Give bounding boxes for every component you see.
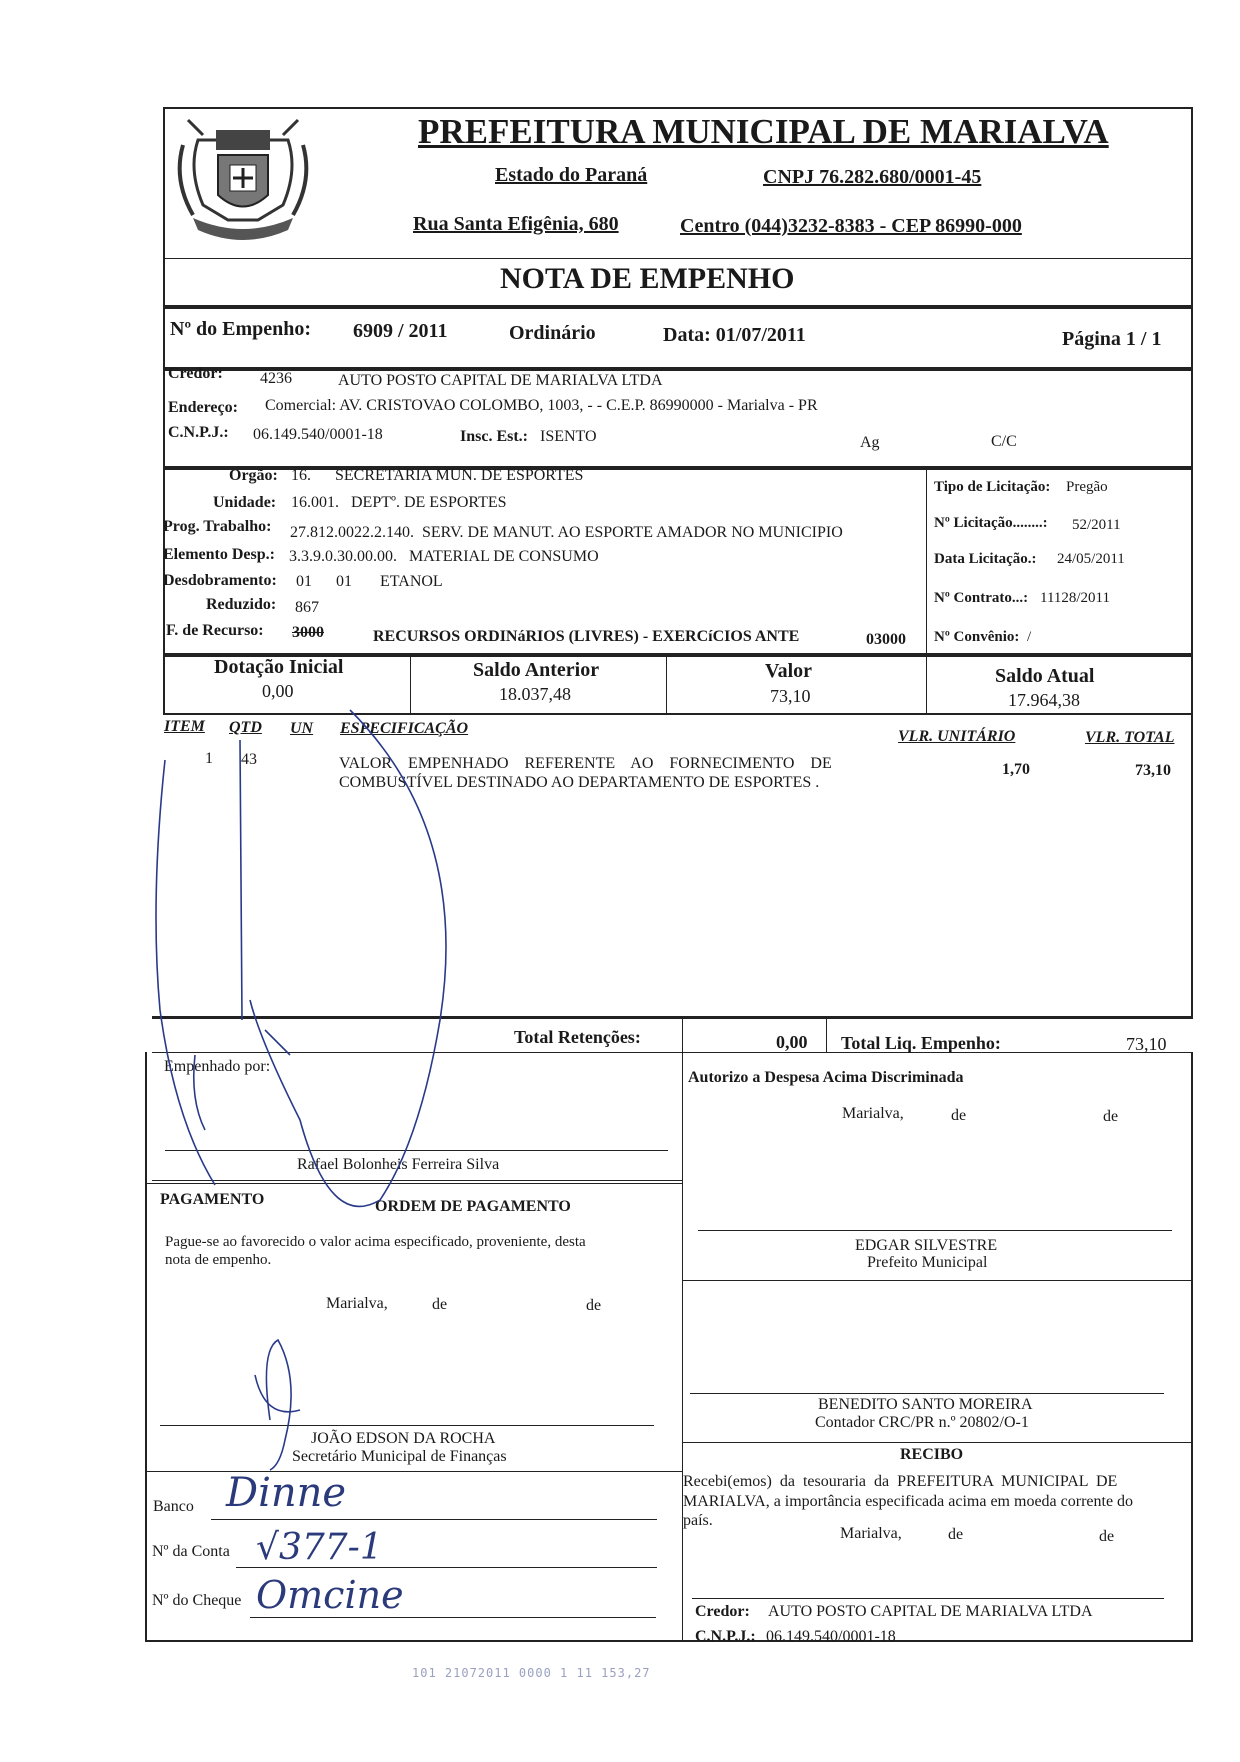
footer-stamp: 101 21072011 0000 1 11 153,27 bbox=[412, 1666, 651, 1680]
document-title: NOTA DE EMPENHO bbox=[500, 262, 795, 295]
totals-div-1 bbox=[682, 1018, 683, 1052]
agencia-label: Ag bbox=[860, 434, 880, 451]
page-number: Página 1 / 1 bbox=[1062, 328, 1162, 350]
prefeito-signature-line bbox=[698, 1230, 1172, 1231]
saldo-atual-value: 17.964,38 bbox=[1008, 690, 1080, 710]
conta-handwritten: √377-1 bbox=[256, 1527, 383, 1568]
pagamento-de-2: de bbox=[586, 1297, 602, 1314]
credor-cnpj-label: C.N.P.J.: bbox=[168, 424, 229, 441]
row-espec-line2: COMBUSTÍVEL DESTINADO AO DEPARTAMENTO DE ESPORTES . bbox=[339, 774, 820, 791]
recurso-code-2: 03000 bbox=[866, 631, 906, 648]
elemento-desp-value: 3.3.9.0.30.00.00. MATERIAL DE CONSUMO bbox=[289, 548, 599, 565]
pagamento-text-1: Pague-se ao favorecido o valor acima especificado, proveniente, desta bbox=[165, 1234, 586, 1250]
total-retencoes-value: 0,00 bbox=[776, 1032, 808, 1052]
pagamento-local: Marialva, bbox=[326, 1295, 388, 1312]
dotacao-inicial-label: Dotação Inicial bbox=[214, 656, 344, 678]
secretario-name: JOÃO EDSON DA ROCHA bbox=[311, 1430, 496, 1447]
numero-licitacao-value: 52/2011 bbox=[1072, 517, 1121, 533]
numero-licitacao-label: Nº Licitação........: bbox=[934, 515, 1048, 531]
saldo-div-1 bbox=[410, 655, 411, 715]
row-item: 1 bbox=[205, 750, 213, 767]
address-street: Rua Santa Efigênia, 680 bbox=[413, 213, 619, 235]
contador-signature-line bbox=[690, 1393, 1164, 1394]
saldo-atual-label: Saldo Atual bbox=[995, 665, 1095, 687]
recibo-cnpj-value: 06.149.540/0001-18 bbox=[766, 1628, 896, 1645]
autorizo-bottom bbox=[682, 1280, 1193, 1281]
contrato-value: 11128/2011 bbox=[1040, 590, 1110, 606]
empenhado-por-name: Rafael Bolonheis Ferreira Silva bbox=[297, 1156, 500, 1173]
insc-value: ISENTO bbox=[540, 428, 597, 445]
cheque-handwritten: Omcine bbox=[256, 1573, 404, 1617]
recurso-code: 3000 bbox=[292, 624, 324, 641]
recibo-cnpj-label: C.N.P.J.: bbox=[695, 1628, 756, 1645]
header-vlr-total: VLR. TOTAL bbox=[1085, 729, 1175, 746]
prog-trabalho-label: Prog. Trabalho: bbox=[163, 518, 272, 535]
contador-cargo: Contador CRC/PR n.º 20802/O-1 bbox=[815, 1414, 1029, 1431]
empenhado-por-label: Empenhado por: bbox=[164, 1058, 271, 1075]
contrato-label: Nº Contrato...: bbox=[934, 590, 1029, 606]
tipo-licitacao-label: Tipo de Licitação: bbox=[934, 479, 1051, 495]
unidade-label: Unidade: bbox=[213, 494, 277, 511]
recibo-text-2: MARIALVA, a importância especificada acima em moeda corrente do bbox=[683, 1493, 1134, 1510]
header-qtd: QTD bbox=[229, 719, 262, 736]
recibo-credor-label: Credor: bbox=[695, 1603, 750, 1620]
data-licitacao-value: 24/05/2011 bbox=[1057, 551, 1125, 567]
credor-cnpj: 06.149.540/0001-18 bbox=[253, 426, 383, 443]
recibo-local: Marialva, bbox=[840, 1525, 902, 1542]
total-retencoes-label: Total Retenções: bbox=[514, 1027, 641, 1047]
autorizo-label: Autorizo a Despesa Acima Discriminada bbox=[688, 1069, 964, 1086]
header-divider bbox=[163, 258, 1193, 259]
data-licitacao-label: Data Licitação.: bbox=[934, 551, 1037, 567]
prefeito-cargo: Prefeito Municipal bbox=[867, 1254, 988, 1271]
cnpj-label: CNPJ 76.282.680/0001-45 bbox=[763, 166, 982, 188]
banco-handwritten: Dinne bbox=[226, 1470, 347, 1516]
orgao-label: Orgão: bbox=[229, 467, 278, 484]
saldo-anterior-value: 18.037,48 bbox=[499, 684, 571, 704]
orgao-value: 16. SECRETARIA MUN. DE ESPORTES bbox=[291, 467, 584, 484]
saldo-div-2 bbox=[666, 655, 667, 715]
banco-line bbox=[211, 1519, 657, 1520]
pagamento-de-1: de bbox=[432, 1296, 448, 1313]
row-espec-line1: VALOR EMPENHADO REFERENTE AO FORNECIMENTO DE bbox=[339, 755, 832, 772]
unidade-value: 16.001. DEPTº. DE ESPORTES bbox=[291, 494, 507, 511]
contador-bottom bbox=[682, 1442, 1193, 1443]
totals-div-2 bbox=[826, 1018, 827, 1052]
credor-code: 4236 bbox=[260, 370, 292, 387]
licitacao-divider bbox=[926, 468, 927, 655]
empenhado-signature-line bbox=[165, 1150, 668, 1151]
banco-label: Banco bbox=[153, 1498, 194, 1515]
empenhado-bottom bbox=[152, 1180, 682, 1181]
recibo-de-2: de bbox=[1099, 1528, 1115, 1545]
valor-value: 73,10 bbox=[770, 686, 811, 706]
header-un: UN bbox=[290, 720, 314, 737]
empenho-number: 6909 / 2011 bbox=[353, 320, 448, 342]
row-qtd: 43 bbox=[241, 751, 257, 768]
conta-corrente-label: C/C bbox=[991, 433, 1017, 450]
pagamento-text-2: nota de empenho. bbox=[165, 1252, 272, 1268]
ordem-pagamento-label: ORDEM DE PAGAMENTO bbox=[375, 1198, 571, 1215]
pagamento-label: PAGAMENTO bbox=[160, 1191, 265, 1208]
reduzido-label: Reduzido: bbox=[206, 596, 277, 613]
autorizo-local: Marialva, bbox=[842, 1105, 904, 1122]
totals-top-line bbox=[152, 1018, 1193, 1019]
header-item: ITEM bbox=[164, 718, 205, 735]
recurso-description: RECURSOS ORDINáRIOS (LIVRES) - EXERCíCIOS ANTE bbox=[373, 628, 800, 645]
autorizo-de-2: de bbox=[1103, 1108, 1119, 1125]
contador-name: BENEDITO SANTO MOREIRA bbox=[818, 1396, 1033, 1413]
desdobramento-value: 01 01 ETANOL bbox=[296, 573, 443, 590]
cheque-label: Nº do Cheque bbox=[152, 1592, 242, 1609]
row-vlr-unitario: 1,70 bbox=[1002, 761, 1030, 778]
estado-label: Estado do Paraná bbox=[495, 164, 648, 186]
recibo-de-1: de bbox=[948, 1526, 964, 1543]
recibo-signature-line bbox=[692, 1598, 1164, 1599]
address-centro: Centro (044)3232-8383 - CEP 86990-000 bbox=[680, 215, 1022, 237]
credor-label: Credor: bbox=[168, 365, 223, 382]
total-liquido-value: 73,10 bbox=[1126, 1034, 1167, 1054]
recibo-credor-value: AUTO POSTO CAPITAL DE MARIALVA LTDA bbox=[768, 1603, 1093, 1620]
desdobramento-label: Desdobramento: bbox=[163, 572, 277, 589]
recurso-label: F. de Recurso: bbox=[166, 622, 264, 639]
reduzido-value: 867 bbox=[295, 599, 319, 616]
empenho-type: Ordinário bbox=[509, 322, 596, 344]
tipo-licitacao-value: Pregão bbox=[1066, 479, 1108, 495]
endereco-label: Endereço: bbox=[168, 399, 238, 416]
municipal-crest-logo bbox=[168, 100, 318, 250]
secretario-signature-line bbox=[160, 1425, 654, 1426]
recibo-text-1: Recebi(emos) da tesouraria da PREFEITURA MUNICIPAL DE bbox=[683, 1473, 1118, 1490]
prefeito-name: EDGAR SILVESTRE bbox=[855, 1237, 998, 1254]
elemento-desp-label: Elemento Desp.: bbox=[163, 546, 275, 563]
total-liquido-label: Total Liq. Empenho: bbox=[841, 1033, 1001, 1053]
convenio-label: Nº Convênio: bbox=[934, 629, 1020, 645]
cheque-line bbox=[250, 1617, 656, 1618]
secretario-cargo: Secretário Municipal de Finanças bbox=[292, 1448, 507, 1465]
autorizo-de-1: de bbox=[951, 1107, 967, 1124]
saldo-div-3 bbox=[926, 655, 927, 715]
conta-label: Nº da Conta bbox=[152, 1543, 230, 1560]
credor-name: AUTO POSTO CAPITAL DE MARIALVA LTDA bbox=[338, 372, 663, 389]
insc-label: Insc. Est.: bbox=[460, 428, 529, 445]
page-title: PREFEITURA MUNICIPAL DE MARIALVA bbox=[418, 112, 1109, 151]
row-vlr-total: 73,10 bbox=[1135, 762, 1171, 779]
credor-box bbox=[163, 369, 1193, 468]
convenio-value: / bbox=[1027, 629, 1032, 645]
pagamento-top-line bbox=[145, 1183, 682, 1184]
prog-trabalho-value: 27.812.0022.2.140. SERV. DE MANUT. AO ESPORTE AMADOR NO MUNICIPIO bbox=[290, 524, 843, 541]
saldo-anterior-label: Saldo Anterior bbox=[473, 659, 600, 681]
empenho-number-label: Nº do Empenho: bbox=[170, 318, 312, 340]
dotacao-inicial-value: 0,00 bbox=[262, 681, 294, 701]
lower-center-divider bbox=[682, 1052, 683, 1642]
recibo-label: RECIBO bbox=[900, 1446, 964, 1463]
valor-label: Valor bbox=[765, 660, 813, 682]
recibo-text-3: país. bbox=[683, 1512, 713, 1529]
header-especificacao: ESPECIFICAÇÃO bbox=[340, 720, 469, 737]
empenho-date: Data: 01/07/2011 bbox=[663, 324, 806, 346]
credor-address: Comercial: AV. CRISTOVAO COLOMBO, 1003, - - C.E.P. 86990000 - Marialva - PR bbox=[265, 397, 818, 414]
header-vlr-unitario: VLR. UNITÁRIO bbox=[898, 728, 1016, 745]
